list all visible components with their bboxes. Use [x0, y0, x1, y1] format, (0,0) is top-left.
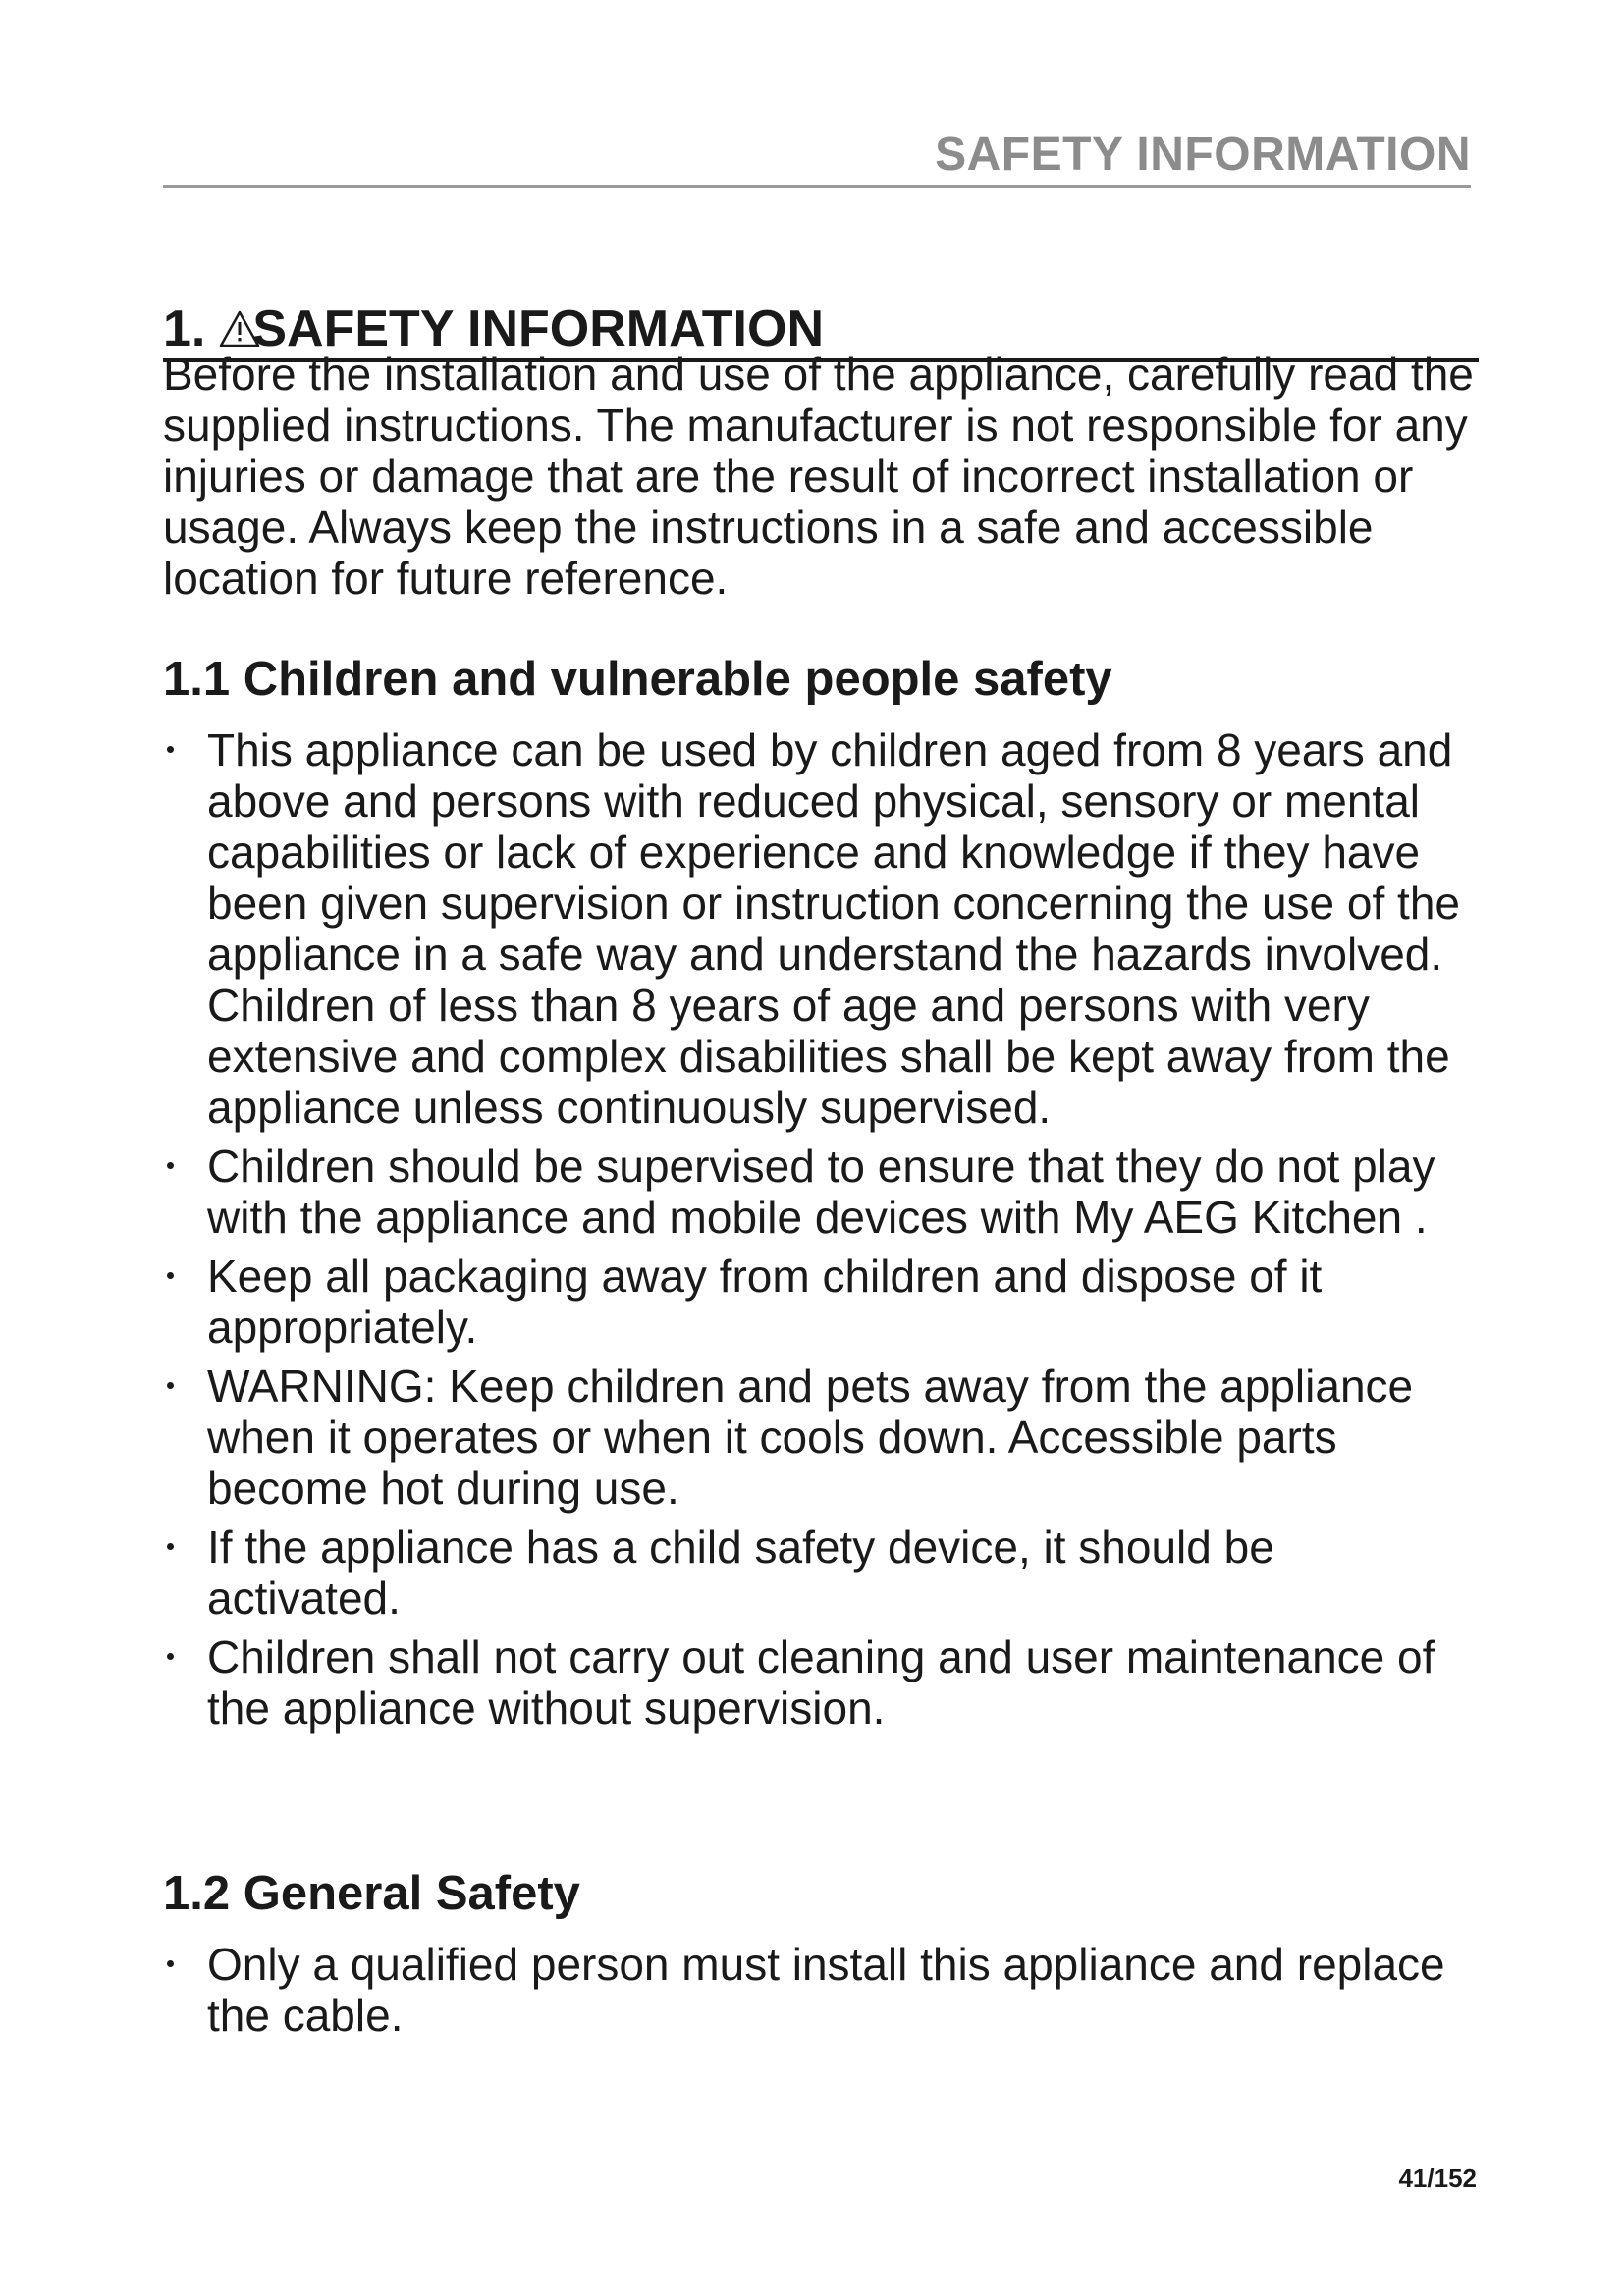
list-item-text: If the appliance has a child safety device, it should be activated. [207, 1522, 1274, 1624]
bullet-icon [167, 1272, 174, 1279]
list-item-text: Only a qualified person must install this appliance and replace the cable. [207, 1939, 1445, 2041]
running-header-title: SAFETY INFORMATION [935, 129, 1471, 181]
list-item [163, 1939, 1479, 2041]
bullet-icon [167, 746, 174, 753]
list-item-text: WARNING: Keep children and pets away from the appliance when it operates or when it cools down. Accessible parts become hot during use. [207, 1361, 1414, 1514]
bullet-icon [167, 1162, 174, 1169]
page-number: 41/152 [1398, 2163, 1477, 2193]
bullet-icon [167, 1543, 174, 1550]
list-item [163, 1631, 1479, 1734]
list-item-text: Children should be supervised to ensure that they do not play with the appliance and mobile devices with My AEG Kitchen . [207, 1141, 1435, 1243]
list-item [163, 1251, 1479, 1353]
chapter-title-text: SAFETY INFORMATION [252, 299, 824, 357]
intro-paragraph: Before the installation and use of the appliance, carefully read the supplied instructions. The manufacturer is not responsible for any injuries or damage that are the result of incorrect installation or usage. Always keep the instructions in a safe and accessible location for future reference. [163, 348, 1474, 604]
section-heading-children-safety: 1.1 Children and vulnerable people safety [163, 653, 1112, 706]
list-item-text: This appliance can be used by children aged from 8 years and above and persons with reduced physical, sensory or mental capabilities or lack of experience and knowledge if they have been given supervision or instruction concerning the use of the appliance in a safe way and understand the hazards involved. Children of less than 8 years of age and persons with very extensive and complex disabilities shall be kept away from the appliance unless continuously supervised. [207, 724, 1461, 1133]
general-safety-list [163, 1939, 1479, 2049]
list-item [163, 724, 1479, 1133]
list-item [163, 1522, 1479, 1624]
children-safety-list [163, 724, 1479, 1741]
running-header [163, 116, 1471, 188]
bullet-icon [167, 1653, 174, 1660]
chapter-number: 1. [163, 299, 206, 357]
list-item-text: Children shall not carry out cleaning and user maintenance of the appliance without supervision. [207, 1631, 1435, 1734]
list-item [163, 1361, 1479, 1514]
bullet-icon [167, 1960, 174, 1967]
section-heading-general-safety: 1.2 General Safety [163, 1867, 580, 1920]
list-item-text: Keep all packaging away from children and dispose of it appropriately. [207, 1251, 1323, 1353]
list-item [163, 1141, 1479, 1243]
bullet-icon [167, 1382, 174, 1389]
